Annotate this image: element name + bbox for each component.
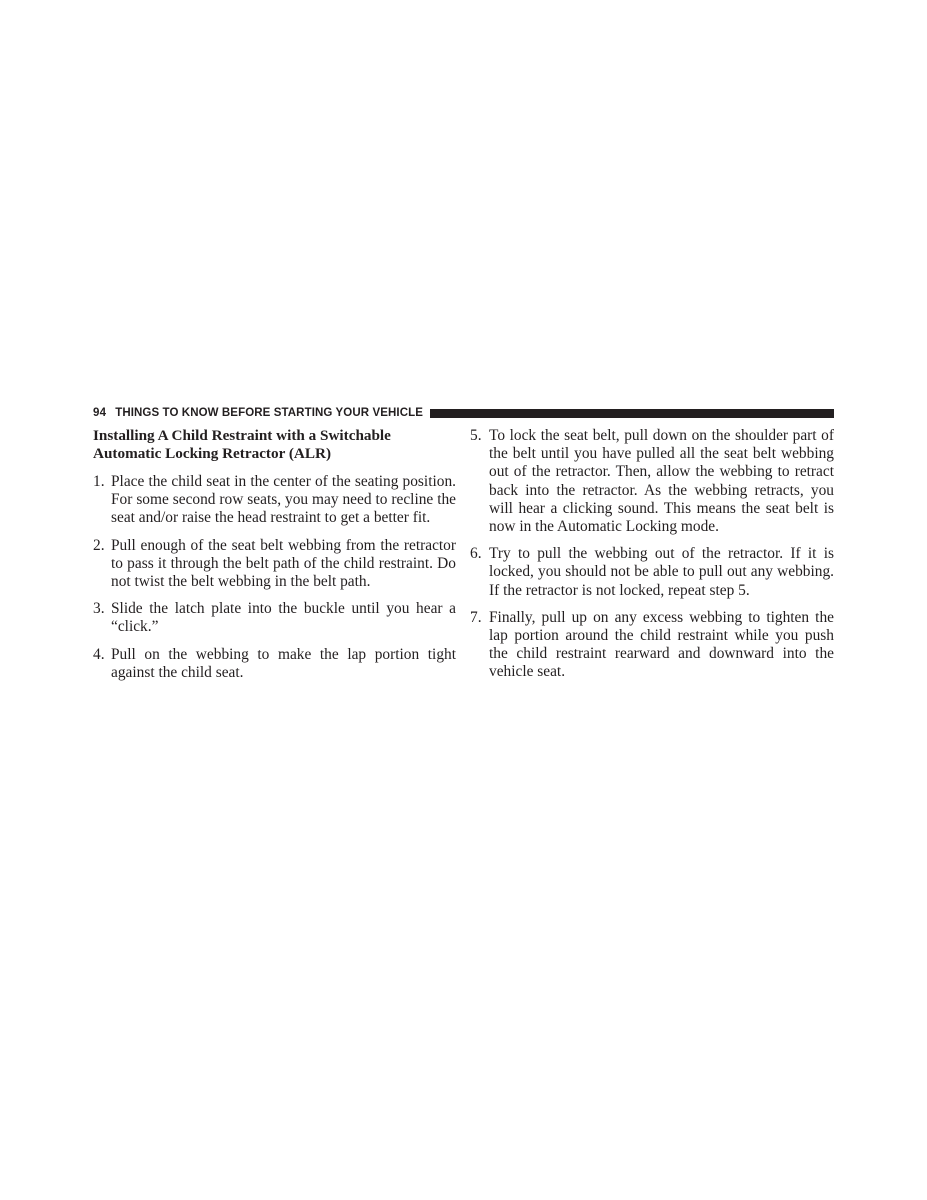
list-item-step-5	[470, 427, 834, 536]
section-heading	[93, 427, 456, 463]
list-item-step-6	[470, 545, 834, 600]
running-head: THINGS TO KNOW BEFORE STARTING YOUR VEHICLE	[115, 407, 423, 419]
step-number: 4.	[93, 645, 105, 663]
list-item-step-4	[93, 646, 456, 682]
page-number: 94	[93, 407, 107, 419]
step-text: Pull on the webbing to make the lap portion tight against the child seat.	[111, 645, 456, 681]
step-text: To lock the seat belt, pull down on the shoulder part of the belt until you have pulled all the seat belt webbing out of the retractor. Then, allow the webbing to retract back into the retractor. As the webbing retracts, you will hear a clicking sound. This means the seat belt is now in the Automatic Locking mode.	[489, 427, 834, 536]
left-column	[93, 427, 456, 691]
steps-list-left	[93, 473, 456, 682]
list-item-step-3	[93, 600, 456, 636]
step-number: 6.	[470, 545, 482, 563]
header-rule	[430, 409, 834, 418]
section-heading-line2: Automatic Locking Retractor (ALR)	[93, 445, 332, 462]
list-item-step-7	[470, 609, 834, 682]
list-item-step-2	[93, 537, 456, 592]
step-text: Place the child seat in the center of the seating position. For some second row seats, you may need to recline the seat and/or raise the head restraint to get a better fit.	[111, 473, 456, 527]
step-text: Try to pull the webbing out of the retractor. If it is locked, you should not be able to pull out any webbing. If the retractor is not locked, repeat step 5.	[489, 545, 834, 599]
step-number: 5.	[470, 427, 482, 444]
step-number: 3.	[93, 600, 105, 618]
step-number: 7.	[470, 608, 482, 626]
step-text: Pull enough of the seat belt webbing from the retractor to pass it through the belt path of the child restraint. Do not twist the belt webbing in the belt path.	[111, 536, 456, 591]
step-text: Slide the latch plate into the buckle until you hear a “click.”	[111, 600, 456, 636]
step-number: 1.	[93, 473, 105, 490]
step-text: Finally, pull up on any excess webbing to tighten the lap portion around the child restraint while you push the child restraint rearward and downward into the vehicle seat.	[489, 608, 834, 681]
step-number: 2.	[93, 536, 105, 554]
steps-list-right	[470, 427, 834, 682]
right-column	[470, 427, 834, 691]
page-header	[93, 405, 834, 421]
section-heading-line1: Installing A Child Restraint with a Switchable	[93, 427, 391, 444]
list-item-step-1	[93, 473, 456, 528]
